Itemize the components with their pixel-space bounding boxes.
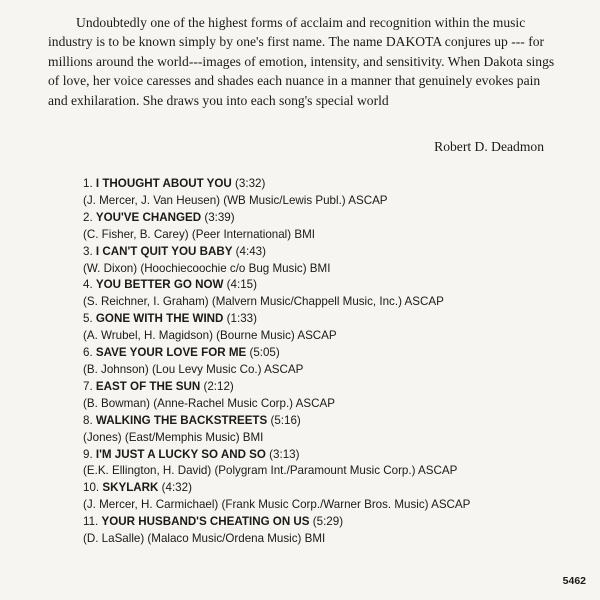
track-duration: (4:32) xyxy=(161,481,192,495)
track-title: YOUR HUSBAND'S CHEATING ON US xyxy=(101,515,310,529)
track-title-line xyxy=(83,379,583,396)
track-number: 3. xyxy=(83,244,93,258)
track-number: 7. xyxy=(83,379,93,393)
track-credits: (S. Reichner, I. Graham) (Malvern Music/Chappell Music, Inc.) ASCAP xyxy=(83,295,444,309)
track-title: I THOUGHT ABOUT YOU xyxy=(95,177,232,190)
track-title-line xyxy=(83,311,583,328)
track-title-line xyxy=(83,345,583,362)
track-title-line xyxy=(83,210,583,227)
track-number: 9. xyxy=(83,447,93,461)
track-title-line xyxy=(83,413,583,430)
track-credits: (E.K. Ellington, H. David) (Polygram Int./Paramount Music Corp.) ASCAP xyxy=(83,464,458,478)
track-duration: (3:13) xyxy=(269,447,300,461)
track-title: EAST OF THE SUN xyxy=(95,379,201,393)
track-title-line xyxy=(83,244,583,261)
intro-paragraph xyxy=(48,13,560,110)
track-item xyxy=(83,244,583,278)
track-duration: (5:05) xyxy=(249,346,280,360)
track-credits: (C. Fisher, B. Carey) (Peer International) BMI xyxy=(83,227,315,241)
track-title: YOU BETTER GO NOW xyxy=(95,278,224,292)
track-title-line xyxy=(83,176,583,193)
track-duration: (4:15) xyxy=(226,278,257,292)
track-credits: (B. Bowman) (Anne-Rachel Music Corp.) ASCAP xyxy=(83,396,335,410)
intro-text: Undoubtedly one of the highest forms of acclaim and recognition within the music industry is to be known simply by one's first name. The name DAKOTA conjures up --- for millions around the world---images of emotion, intensity, and sensitivity. When Dakota sings of love, her voice caresses and shades each nuance in a manner that genuinely evokes pain and exhilaration. She draws you into each song's special world xyxy=(48,15,555,108)
track-credits: (D. LaSalle) (Malaco Music/Ordena Music) BMI xyxy=(83,532,326,546)
track-credits: (J. Mercer, J. Van Heusen) (WB Music/Lewis Publ.) ASCAP xyxy=(83,193,388,207)
track-number: 6. xyxy=(83,346,93,360)
track-title: I CAN'T QUIT YOU BABY xyxy=(95,244,233,258)
track-title: SAVE YOUR LOVE FOR ME xyxy=(95,346,247,360)
track-number: 11. xyxy=(83,515,99,529)
track-credits: (J. Mercer, H. Carmichael) (Frank Music Corp./Warner Bros. Music) ASCAP xyxy=(83,498,471,512)
track-item xyxy=(83,210,583,244)
track-item xyxy=(83,277,583,311)
track-credits: (A. Wrubel, H. Magidson) (Bourne Music) ASCAP xyxy=(83,329,337,343)
track-list xyxy=(83,176,583,548)
track-title-line xyxy=(83,480,583,497)
track-number: 4. xyxy=(83,278,93,292)
track-item xyxy=(83,447,583,481)
track-item xyxy=(83,311,583,345)
track-item xyxy=(83,379,583,413)
track-credits: (Jones) (East/Memphis Music) BMI xyxy=(83,430,264,444)
author-name: Robert D. Deadmon xyxy=(434,139,544,154)
track-duration: (5:29) xyxy=(312,515,344,529)
track-duration: (5:16) xyxy=(270,413,301,427)
track-number: 2. xyxy=(83,210,93,224)
track-item xyxy=(83,480,583,514)
track-item xyxy=(83,514,583,548)
track-item xyxy=(83,176,583,210)
track-duration: (4:43) xyxy=(235,244,266,258)
track-credits: (B. Johnson) (Lou Levy Music Co.) ASCAP xyxy=(83,362,304,376)
track-duration: (1:33) xyxy=(226,312,257,326)
track-credits: (W. Dixon) (Hoochiecoochie c/o Bug Music) BMI xyxy=(83,261,331,275)
track-title: YOU'VE CHANGED xyxy=(95,210,202,224)
track-title: SKYLARK xyxy=(102,481,159,495)
track-title-line xyxy=(83,514,583,531)
track-duration: (3:32) xyxy=(235,177,266,190)
track-number: 8. xyxy=(83,413,93,427)
track-title-line xyxy=(83,447,583,464)
track-title: WALKING THE BACKSTREETS xyxy=(95,413,268,427)
track-item xyxy=(83,413,583,447)
track-number: 5. xyxy=(83,312,93,326)
track-number: 1. xyxy=(83,177,93,190)
track-title: GONE WITH THE WIND xyxy=(95,312,224,326)
catalog-number: 5462 xyxy=(562,575,586,587)
track-title: I'M JUST A LUCKY SO AND SO xyxy=(95,447,266,461)
track-item xyxy=(83,345,583,379)
track-number: 10. xyxy=(83,481,100,495)
track-title-line xyxy=(83,277,583,294)
track-duration: (3:39) xyxy=(204,210,235,224)
track-duration: (2:12) xyxy=(203,379,234,393)
